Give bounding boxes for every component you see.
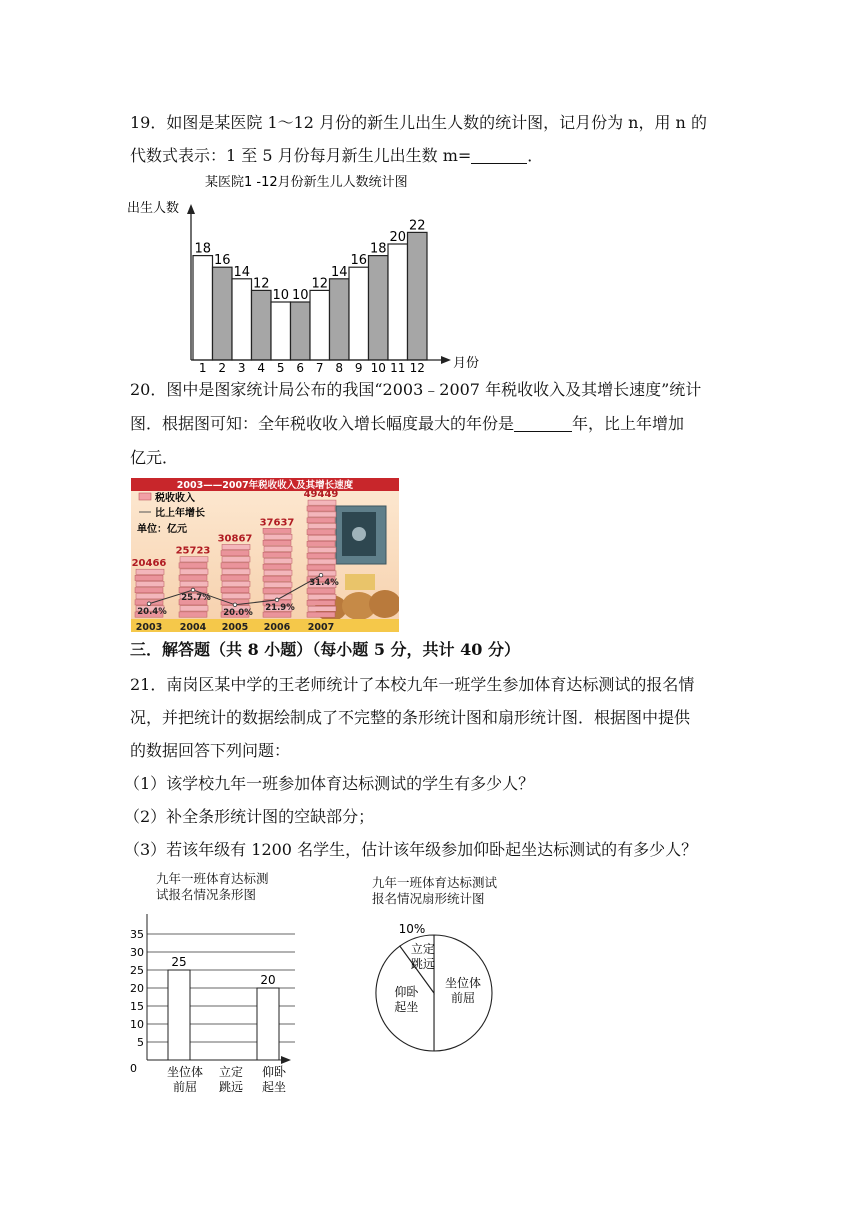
y-axis-arrow [187, 204, 195, 214]
bar-value-label: 14 [233, 264, 251, 280]
growth-value-label: 20.0% [223, 607, 253, 618]
q20-line3: 亿元． [130, 448, 179, 467]
year-label: 2006 [263, 622, 291, 632]
x-category-label: 仰卧 [261, 1065, 287, 1079]
x-category-label: 坐位体 [166, 1065, 204, 1079]
q21-sub2: （2）补全条形统计图的空缺部分； [124, 807, 375, 826]
x-tick-label: 8 [335, 361, 344, 375]
q21-line1: 21．南岗区某中学的王老师统计了本校九年一班学生参加体育达标测试的报名情 [130, 675, 695, 694]
y-tick-label: 10 [130, 1018, 144, 1031]
x-axis-label: 月份 [453, 356, 480, 371]
growth-point [191, 588, 195, 592]
sports-bar-title-line2: 试报名情况条形图 [156, 887, 257, 902]
infographic-title: 2003——2007年税收收入及其增长速度 [176, 480, 354, 491]
q21-line2: 况，并把统计的数据绘制成了不完整的条形统计图和扇形统计图．根据图中提供 [130, 708, 691, 727]
revenue-value-label: 25723 [175, 545, 211, 557]
answer-blank-year[interactable] [514, 415, 572, 432]
bar-month-7 [310, 290, 330, 360]
bar-value-label: 25 [171, 955, 187, 969]
x-tick-label: 6 [296, 361, 305, 375]
revenue-value-label: 30867 [217, 533, 253, 545]
q20-line1: 20．图中是图家统计局公布的我国“2003﹣2007 年税收收入及其增长速度”统计 [130, 380, 702, 399]
y-tick-label: 0 [130, 1062, 137, 1075]
q20-line2-end: 年，比上年增加 [572, 414, 685, 433]
y-tick-label: 35 [130, 928, 144, 941]
x-tick-label: 10 [370, 361, 386, 375]
bar-month-8 [330, 279, 350, 360]
year-label: 2003 [135, 622, 163, 632]
bar-month-1 [193, 256, 213, 360]
pie-slice-label: 仰卧 [394, 984, 419, 999]
growth-point [233, 603, 237, 607]
x-category-label: 前屈 [172, 1080, 198, 1094]
x-tick-label: 4 [257, 361, 266, 375]
bar-month-5 [271, 302, 291, 360]
sports-bar-chart [125, 910, 305, 1100]
year-label: 2007 [307, 622, 335, 632]
q20-line2 [130, 414, 684, 434]
bar-value-label: 10 [291, 288, 309, 303]
pie-slice-label: 起坐 [394, 999, 419, 1014]
legend-swatch-revenue [139, 493, 151, 500]
bar-value-label: 16 [213, 253, 231, 269]
q19-line2 [130, 146, 543, 166]
bar-month-9 [349, 267, 369, 360]
growth-value-label: 31.4% [309, 578, 339, 589]
tax-revenue-chart [131, 478, 399, 632]
growth-point [275, 598, 279, 602]
pie-slice-label: 跳远 [410, 956, 435, 971]
bar-value-label: 16 [350, 253, 368, 269]
pie-slice-label: 前屈 [450, 991, 476, 1005]
bar-month-4 [252, 290, 272, 360]
growth-point [319, 573, 323, 577]
x-axis-arrow [441, 356, 451, 364]
y-axis-label: 出生人数 [127, 201, 180, 216]
section-3-heading: 三．解答题（共 8 小题）（每小题 5 分，共计 40 分） [130, 640, 520, 659]
bar-仰卧起坐 [257, 988, 279, 1060]
q19-line2-text: 代数式表示：1 至 5 月份每月新生儿出生数 m= [130, 146, 472, 165]
x-tick-label: 9 [354, 361, 363, 375]
q21-sub3: （3）若该年级有 1200 名学生，估计该年级参加仰卧起坐达标测试的有多少人？ [124, 840, 698, 859]
bar-value-label: 18 [369, 241, 387, 257]
y-tick-label: 20 [130, 982, 144, 995]
q21-sub1: （1）该学校九年一班参加体育达标测试的学生有多少人？ [124, 774, 535, 793]
x-tick-label: 11 [390, 361, 406, 375]
growth-value-label: 21.9% [265, 602, 295, 613]
unit-label: 单位：亿元 [137, 524, 187, 535]
q19-line1: 19．如图是某医院 1～12 月份的新生儿出生人数的统计图，记月份为 n，用 n 的 [130, 113, 707, 132]
x-tick-label: 5 [276, 361, 285, 375]
bar-month-6 [291, 302, 311, 360]
bar-value-label: 12 [252, 276, 270, 292]
sports-pie-chart [360, 915, 510, 1060]
bar-month-2 [213, 267, 233, 360]
year-label: 2005 [221, 622, 249, 632]
revenue-value-label: 20466 [131, 558, 167, 570]
sports-bar-title-line1: 九年一班体育达标测 [156, 871, 269, 886]
sports-pie-title-line1: 九年一班体育达标测试 [372, 875, 498, 890]
y-tick-label: 5 [137, 1036, 144, 1049]
revenue-value-label: 37637 [259, 517, 295, 529]
sports-pie-title-line2: 报名情况扇形统计图 [372, 891, 485, 906]
x-tick-label: 2 [218, 361, 227, 375]
sports-bar-title [156, 871, 269, 903]
revenue-value-label: 49449 [303, 489, 339, 501]
q19-line2-end: ． [527, 146, 544, 165]
bar-value-label: 12 [311, 276, 329, 292]
pie-percent-annotation: 10% [398, 922, 426, 936]
y-tick-label: 25 [130, 964, 144, 977]
legend-revenue: 税收收入 [155, 493, 195, 504]
growth-point [147, 602, 151, 606]
year-label: 2004 [179, 622, 207, 632]
x-category-label: 立定 [218, 1065, 244, 1079]
y-tick-label: 15 [130, 1000, 144, 1013]
q21-line3: 的数据回答下列问题： [130, 741, 291, 760]
x-tick-label: 12 [409, 361, 425, 375]
y-tick-label: 30 [130, 946, 144, 959]
x-tick-label: 7 [315, 361, 324, 375]
births-bar-chart [125, 170, 505, 375]
growth-value-label: 25.7% [181, 592, 211, 603]
chart-title: 某医院1 -12月份新生儿人数统计图 [205, 175, 408, 190]
bar-value-label: 18 [194, 241, 212, 257]
q20-line2-text: 图．根据图可知：全年税收收入增长幅度最大的年份是 [130, 414, 515, 433]
bar-value-label: 14 [330, 264, 348, 280]
bar-month-11 [388, 244, 408, 360]
bar-value-label: 20 [389, 230, 407, 245]
x-tick-label: 1 [198, 361, 207, 375]
sports-pie-title [372, 875, 497, 907]
x-category-label: 起坐 [261, 1080, 287, 1094]
x-axis-arrow [281, 1056, 291, 1064]
bar-value-label: 10 [272, 288, 290, 303]
bar-month-12 [408, 232, 428, 360]
x-category-label: 跳远 [218, 1080, 244, 1094]
answer-blank[interactable] [471, 147, 527, 164]
bar-坐位体前屈 [168, 970, 190, 1060]
bar-month-10 [369, 256, 389, 360]
legend-growth: 比上年增长 [155, 508, 205, 519]
bar-month-3 [232, 279, 252, 360]
bar-value-label: 20 [260, 973, 276, 987]
pie-slice-label: 坐位体 [444, 976, 482, 990]
pie-slice-label: 立定 [410, 941, 435, 956]
x-tick-label: 3 [237, 361, 246, 375]
growth-value-label: 20.4% [137, 606, 167, 617]
bar-value-label: 22 [408, 218, 426, 234]
